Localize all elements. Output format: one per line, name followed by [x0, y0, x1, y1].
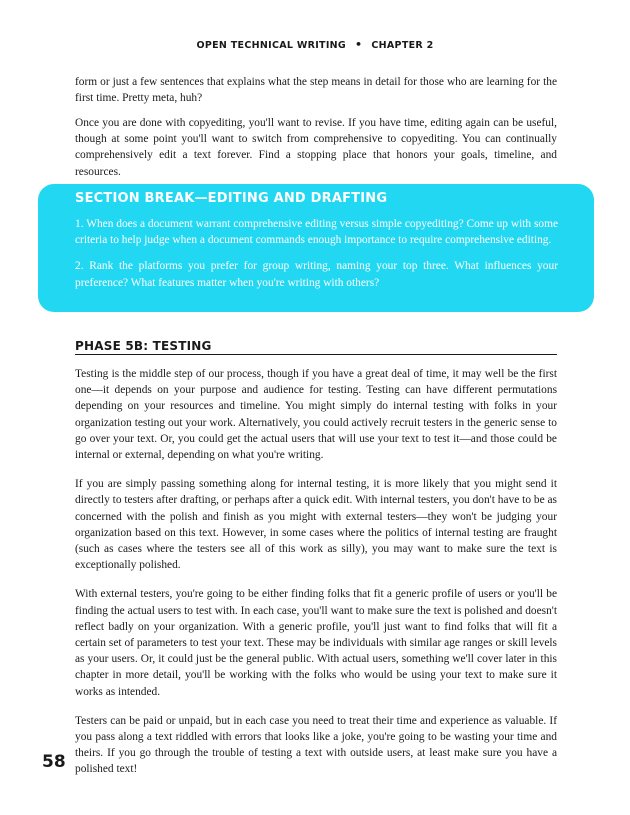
- body-paragraph-3: With external testers, you're going to be either finding folks that fit a generic profile of users or you'll be finding the actual users to test with. In each case, you'll want to make sure the text is polished and doesn't reflect badly on your organization. With a generic profile, you'll just want to find folks that will fit a certain set of parameters to test your text. These may be individuals with similar age ranges or skill levels as your users. Or, it could just be the general public. With actual users, something we'll cover later in this chapter in more detail, you'll be working with the folks who would be using your text to make sure it works as intended.: [75, 588, 557, 698]
- body-paragraph-1: Testing is the middle step of our process, though if you have a great deal of time, it may well be the first one—it depends on your purpose and audience for testing. Testing can have different permutations depending on your resources and timeline. You might simply do internal testing with folks in your organization testing out your work. Alternatively, you could actively recruit testers in the generic sense to go over your text. Or, you could get the actual users that will use your text to test it—and those could be internal or external, depending on what you're writing.: [75, 368, 557, 462]
- callout-question-2: 2. Rank the platforms you prefer for group writing, naming your top three. What influences your preference? What features matter when you're writing with others?: [75, 260, 558, 289]
- section-heading: PHASE 5B: TESTING: [75, 339, 557, 355]
- running-header: [0, 38, 630, 51]
- body-paragraph-4: Testers can be paid or unpaid, but in each case you need to treat their time and experience as valuable. If you pass along a text riddled with errors that looks like a joke, you're going to be wasting your time and theirs. If you go through the trouble of testing a text with outside users, at least make sure you have a polished text!: [75, 714, 557, 776]
- body-paragraph-2: If you are simply passing something along for internal testing, it is more likely that you might send it directly to testers after drafting, or perhaps after a quick edit. With internal testers, you don't have to be as concerned with the polish and finish as you might with external testers—they won't be judging your organization based on this text. However, in some cases where the politics of internal testing are fraught (such as cases where the testers see all of this work as silly), you may want to make sure the text is exceptionally polished.: [75, 478, 557, 572]
- intro-paragraph-1: form or just a few sentences that explains what the step means in detail for those who are learning for the first time. Pretty meta, huh?: [75, 76, 557, 105]
- page-number: 58: [42, 752, 66, 772]
- section-break-callout: [38, 184, 594, 312]
- callout-question-1: 1. When does a document warrant comprehensive editing versus simple copyediting? Come up with some criteria to help judge when a document commands enough importance to require comprehensive editing.: [75, 218, 558, 247]
- intro-paragraph-2: Once you are done with copyediting, you'll want to revise. If you have time, editing again can be useful, though at some point you'll want to switch from comprehensive to copyediting. You can continually comprehensively edit a text forever. Find a stopping place that honors your goals, timeline, and resources.: [75, 117, 557, 178]
- chapter-label: CHAPTER 2: [371, 40, 434, 51]
- header-separator: •: [355, 38, 363, 51]
- book-title: OPEN TECHNICAL WRITING: [196, 40, 347, 51]
- section-body: [75, 366, 557, 791]
- callout-title: SECTION BREAK—EDITING AND DRAFTING: [75, 191, 388, 206]
